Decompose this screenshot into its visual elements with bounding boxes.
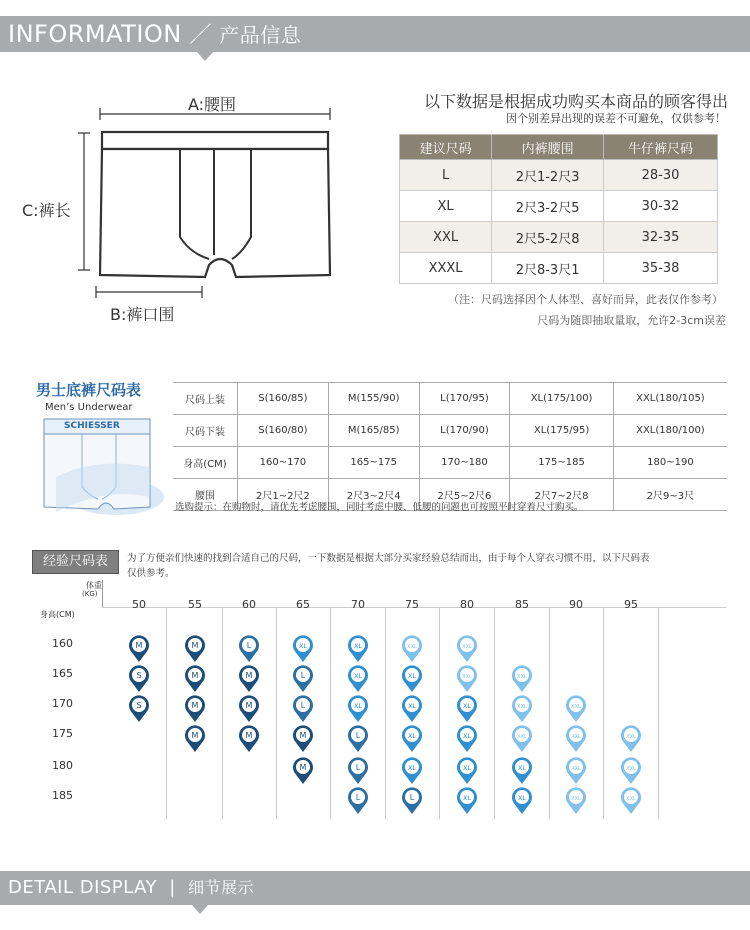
size-pin-label: L xyxy=(409,793,415,802)
size-pin xyxy=(456,695,478,723)
size-pin-label: L xyxy=(355,731,361,740)
height-tick: 185 xyxy=(52,789,73,802)
table-cell: L(170/90) xyxy=(419,415,510,447)
table-cell: 2尺9~3尺 xyxy=(613,479,727,511)
size-pin xyxy=(565,695,587,723)
height-tick: 170 xyxy=(52,697,73,710)
size-pin xyxy=(511,787,533,815)
detail-banner-title xyxy=(8,871,254,905)
table-row xyxy=(173,415,727,447)
grid-line xyxy=(658,607,659,819)
row-header: 腰围 xyxy=(173,479,238,511)
mens-size-table xyxy=(173,382,727,511)
table-cell: 170~180 xyxy=(419,447,510,479)
weight-tick: 50 xyxy=(132,598,146,611)
table-cell: L xyxy=(400,160,492,191)
size-pin xyxy=(184,635,206,663)
mens-title-cn: 男士底裤尺码表 xyxy=(36,381,142,399)
size-pin xyxy=(456,635,478,663)
size-pin-label: L xyxy=(300,671,306,680)
table-cell: 35-38 xyxy=(604,253,718,284)
grid-line xyxy=(603,607,604,819)
size-pin xyxy=(401,635,423,663)
underwear-photo xyxy=(36,417,166,525)
banner-slash: ／ xyxy=(189,23,212,48)
grid-line xyxy=(385,607,386,819)
table-cell: 28-30 xyxy=(604,160,718,191)
size-pin xyxy=(292,757,314,785)
table-cell: 30-32 xyxy=(604,191,718,222)
size-pin-label: XL xyxy=(353,642,363,650)
experience-desc-2: 仅供参考。 xyxy=(127,568,175,579)
weight-tick: 80 xyxy=(460,598,474,611)
size-pin-label: XXL xyxy=(517,734,527,740)
size-pin-label: XL xyxy=(407,732,417,740)
table-cell: XXXL xyxy=(400,253,492,284)
size-pin-label: XXL xyxy=(626,734,636,740)
size-pin xyxy=(456,787,478,815)
size-pin-label: XL xyxy=(517,764,527,772)
col-header: 内裤腰围 xyxy=(492,135,604,160)
size-pin-label: XXL xyxy=(462,644,472,650)
grid-line xyxy=(276,607,277,819)
size-pin-label: XXL xyxy=(517,674,527,680)
banner-title xyxy=(8,16,301,54)
grid-line xyxy=(439,607,440,819)
size-pin-label: XL xyxy=(298,642,308,650)
mens-title-en: Men’s Underwear xyxy=(45,402,133,413)
size-pin xyxy=(456,757,478,785)
intro-subheading: 因个别差异出现的误差不可避免，仅供参考！ xyxy=(506,112,726,125)
grid-line xyxy=(330,607,331,819)
table-cell: 2尺1~2尺2 xyxy=(238,479,329,511)
size-pin-label: XXL xyxy=(571,766,581,772)
size-table xyxy=(399,134,718,284)
size-pin xyxy=(292,665,314,693)
weight-unit: (KG) xyxy=(82,590,98,598)
size-pin xyxy=(128,635,150,663)
size-pin xyxy=(347,787,369,815)
size-pin xyxy=(184,725,206,753)
size-pin-label: XL xyxy=(462,732,472,740)
weight-tick: 70 xyxy=(351,598,365,611)
size-pin xyxy=(401,757,423,785)
weight-tick: 65 xyxy=(296,598,310,611)
size-pin-label: XXL xyxy=(626,766,636,772)
information-banner xyxy=(0,16,750,52)
height-tick: 175 xyxy=(52,727,73,740)
size-pin-label: XL xyxy=(462,702,472,710)
table-cell: S(160/85) xyxy=(238,383,329,415)
table-cell: 2尺8-3尺1 xyxy=(492,253,604,284)
size-pin-label: XXL xyxy=(407,644,417,650)
table-cell: XL xyxy=(400,191,492,222)
row-header: 尺码下装 xyxy=(173,415,238,447)
table-cell: 2尺5~2尺6 xyxy=(419,479,510,511)
weight-tick: 85 xyxy=(515,598,529,611)
size-pin xyxy=(511,757,533,785)
height-tick: 180 xyxy=(52,759,73,772)
size-pin-label: M xyxy=(299,731,307,740)
size-pin xyxy=(238,725,260,753)
size-pin xyxy=(184,695,206,723)
chart-corner-line xyxy=(102,580,103,608)
size-pin-label: XL xyxy=(517,794,527,802)
size-pin-label: S xyxy=(136,701,142,710)
size-pin-label: M xyxy=(191,641,199,650)
size-pin-label: L xyxy=(300,701,306,710)
table-cell: 2尺1-2尺3 xyxy=(492,160,604,191)
table-cell: 175~185 xyxy=(510,447,613,479)
detail-sep: | xyxy=(169,877,176,898)
size-pin-label: M xyxy=(245,731,253,740)
note-line-1: （注：尺码选择因个人体型、喜好而异，此表仅作参考） xyxy=(448,293,723,306)
size-pin xyxy=(456,665,478,693)
detail-banner-pointer xyxy=(192,905,208,914)
size-pin-label: XL xyxy=(407,672,417,680)
size-pin-label: M xyxy=(245,701,253,710)
size-pin xyxy=(620,787,642,815)
size-pin xyxy=(401,665,423,693)
table-row xyxy=(173,383,727,415)
table-row xyxy=(400,222,718,253)
table-cell: 165~175 xyxy=(328,447,419,479)
intro-heading: 以下数据是根据成功购买本商品的顾客得出 xyxy=(423,92,728,111)
size-pin-label: L xyxy=(246,641,252,650)
col-header: 牛仔裤尺码 xyxy=(604,135,718,160)
size-pin xyxy=(292,635,314,663)
weight-tick: 75 xyxy=(405,598,419,611)
table-cell: M(165/85) xyxy=(328,415,419,447)
table-cell: 2尺7~2尺8 xyxy=(510,479,613,511)
size-pin xyxy=(238,695,260,723)
grid-line xyxy=(549,607,550,819)
size-pin xyxy=(511,665,533,693)
brand-label: SCHIESSER xyxy=(64,421,120,431)
banner-title-en: INFORMATION xyxy=(8,20,182,48)
detail-title-cn: 细节展示 xyxy=(188,878,255,897)
size-pin-label: XL xyxy=(407,702,417,710)
size-pin xyxy=(401,787,423,815)
leg-label: B:裤口围 xyxy=(110,305,175,324)
size-pin xyxy=(347,757,369,785)
size-pin xyxy=(401,725,423,753)
weight-tick: 60 xyxy=(242,598,256,611)
note-line-2: 尺码为随即抽取量取，允许2-3cm误差 xyxy=(537,314,726,327)
table-row xyxy=(173,447,727,479)
size-pin-label: XL xyxy=(353,702,363,710)
size-pin-label: M xyxy=(191,671,199,680)
detail-banner xyxy=(0,871,750,905)
table-cell: XL(175/100) xyxy=(510,383,613,415)
size-pin-label: M xyxy=(191,701,199,710)
size-pin xyxy=(565,725,587,753)
banner-title-cn: 产品信息 xyxy=(219,23,302,47)
size-pin xyxy=(347,695,369,723)
weight-tick: 95 xyxy=(624,598,638,611)
size-pin-label: XL xyxy=(407,764,417,772)
row-header: 身高(CM) xyxy=(173,447,238,479)
height-tick: 160 xyxy=(52,637,73,650)
table-cell: 160~170 xyxy=(238,447,329,479)
grid-line xyxy=(222,607,223,819)
size-pin-label: XXL xyxy=(571,704,581,710)
size-pin xyxy=(620,725,642,753)
size-pin-label: M xyxy=(135,641,143,650)
table-cell: 2尺5-2尺8 xyxy=(492,222,604,253)
purchase-tip: 选购提示：在购物时，请优先考虑腰围，同时考虑中腰、低腰的问题也可按照平时穿着尺寸购买。 xyxy=(175,502,584,513)
table-cell: 2尺3-2尺5 xyxy=(492,191,604,222)
size-pin-label: XXL xyxy=(517,704,527,710)
table-row xyxy=(400,160,718,191)
weight-tick: 90 xyxy=(569,598,583,611)
size-pin-label: XXL xyxy=(462,674,472,680)
size-pin-label: XL xyxy=(353,672,363,680)
size-pin xyxy=(292,695,314,723)
size-pin xyxy=(238,665,260,693)
table-cell: M(155/90) xyxy=(328,383,419,415)
size-pin-label: XL xyxy=(462,794,472,802)
size-pin-label: L xyxy=(355,763,361,772)
size-pin xyxy=(238,635,260,663)
experience-desc-1: 为了方便亲们快速的找到合适自己的尺码，一下数据是根据大部分买家经验总结而出，由于每个人穿衣习惯不用，以下尺码表 xyxy=(127,553,650,564)
table-cell: 32-35 xyxy=(604,222,718,253)
height-label: 身高(CM) xyxy=(40,610,75,619)
size-pin-label: M xyxy=(299,763,307,772)
size-pin-label: XXL xyxy=(626,796,636,802)
size-pin xyxy=(511,695,533,723)
table-cell: XXL(180/105) xyxy=(613,383,727,415)
height-tick: 165 xyxy=(52,667,73,680)
table-row xyxy=(400,253,718,284)
size-pin-label: XXL xyxy=(571,796,581,802)
table-cell: 180~190 xyxy=(613,447,727,479)
size-pin xyxy=(347,725,369,753)
length-label: C:裤长 xyxy=(22,201,71,220)
grid-line xyxy=(494,607,495,819)
size-table-header xyxy=(400,135,718,160)
size-pin xyxy=(565,787,587,815)
detail-title-en: DETAIL DISPLAY xyxy=(8,877,158,898)
size-pin xyxy=(620,757,642,785)
size-pin xyxy=(401,695,423,723)
size-pin xyxy=(347,635,369,663)
weight-label: 体重 xyxy=(86,581,102,590)
table-cell: XXL xyxy=(400,222,492,253)
size-pin-label: XL xyxy=(462,764,472,772)
size-pin xyxy=(511,725,533,753)
col-header: 建议尺码 xyxy=(400,135,492,160)
row-header: 尺码上装 xyxy=(173,383,238,415)
size-pin xyxy=(128,695,150,723)
banner-pointer xyxy=(197,52,213,61)
table-cell: 2尺3~2尺4 xyxy=(328,479,419,511)
size-pin-label: L xyxy=(355,793,361,802)
underwear-diagram xyxy=(20,85,360,330)
size-pin xyxy=(565,757,587,785)
grid-line xyxy=(166,607,167,819)
table-cell: L(170/95) xyxy=(419,383,510,415)
table-cell: XXL(180/100) xyxy=(613,415,727,447)
size-pin-label: M xyxy=(245,671,253,680)
size-pin xyxy=(456,725,478,753)
weight-tick: 55 xyxy=(188,598,202,611)
size-pin-label: S xyxy=(136,671,142,680)
size-pin xyxy=(128,665,150,693)
waist-label: A:腰围 xyxy=(188,95,237,114)
size-pin xyxy=(292,725,314,753)
size-pin-label: XXL xyxy=(571,734,581,740)
size-pin-label: M xyxy=(191,731,199,740)
table-row xyxy=(400,191,718,222)
size-pin xyxy=(184,665,206,693)
table-cell: XL(175/95) xyxy=(510,415,613,447)
size-pin xyxy=(347,665,369,693)
experience-label: 经验尺码表 xyxy=(32,550,119,574)
table-cell: S(160/80) xyxy=(238,415,329,447)
